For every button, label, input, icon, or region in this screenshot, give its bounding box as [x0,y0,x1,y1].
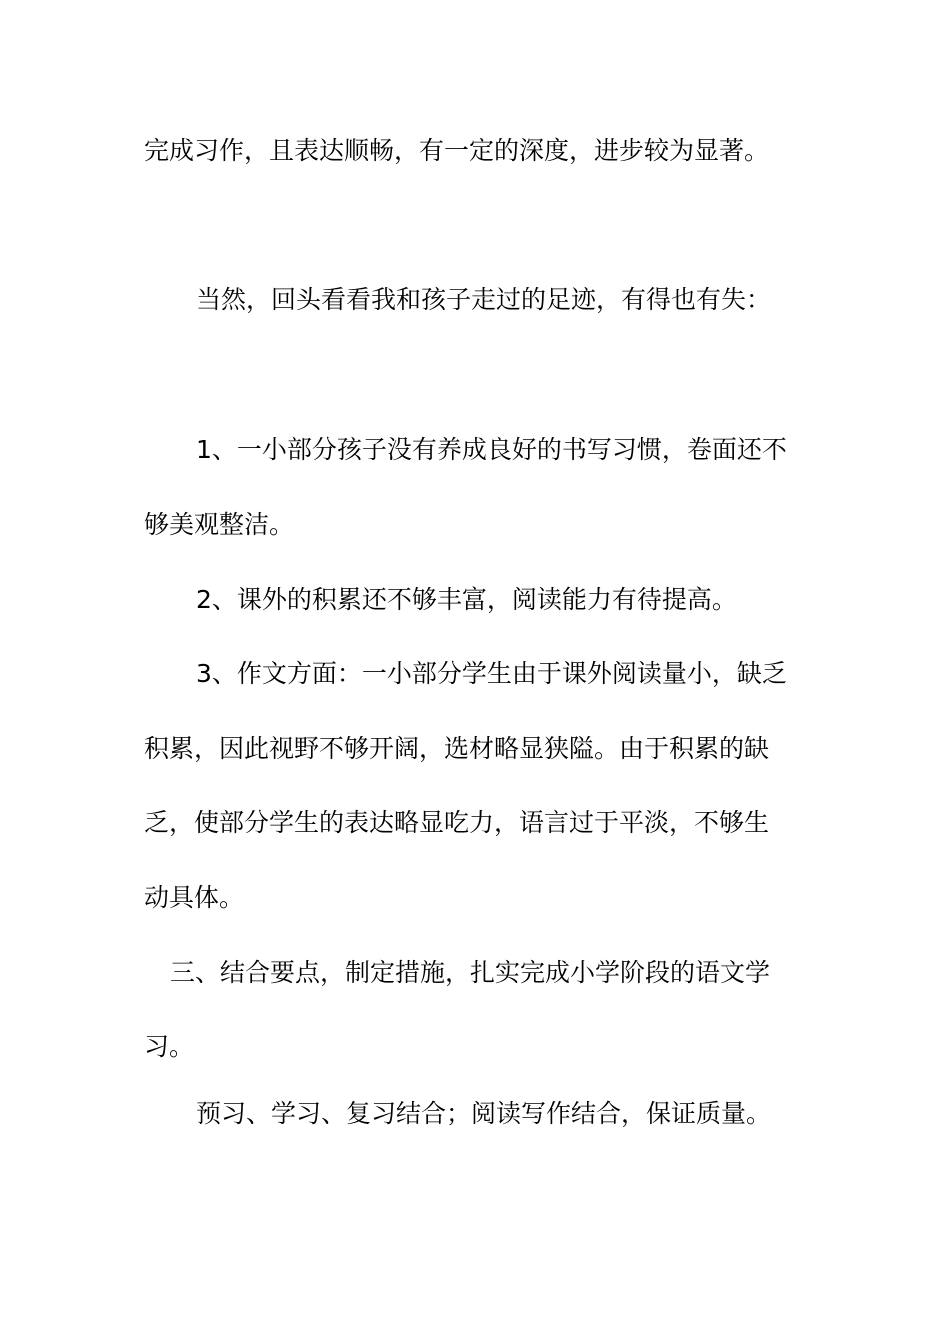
section-heading-line-1: 三、结合要点，制定措施，扎实完成小学阶段的语文学 [170,958,771,987]
list-item-2: 2、课外的积累还不够丰富，阅读能力有待提高。 [196,585,737,614]
list-item-3-line-2: 积累，因此视野不够开阔，选材略显狭隘。由于积累的缺 [144,734,770,763]
paragraph-line-2: 当然，回头看看我和孩子走过的足迹，有得也有失： [196,285,772,314]
list-item-3-line-3: 乏，使部分学生的表达略显吃力，语言过于平淡，不够生 [144,808,770,837]
paragraph-line-1: 完成习作，且表达顺畅，有一定的深度，进步较为显著。 [144,136,770,165]
list-item-3-line-1: 3、作文方面：一小部分学生由于课外阅读量小，缺乏 [196,659,787,688]
section-heading-line-2: 习。 [144,1032,195,1061]
list-item-3-line-4: 动具体。 [144,883,245,912]
list-item-1-line-2: 够美观整洁。 [144,510,295,539]
paragraph-line-last: 预习、学习、复习结合；阅读写作结合，保证质量。 [196,1099,772,1128]
list-item-1-line-1: 1、一小部分孩子没有养成良好的书写习惯，卷面还不 [196,435,787,464]
